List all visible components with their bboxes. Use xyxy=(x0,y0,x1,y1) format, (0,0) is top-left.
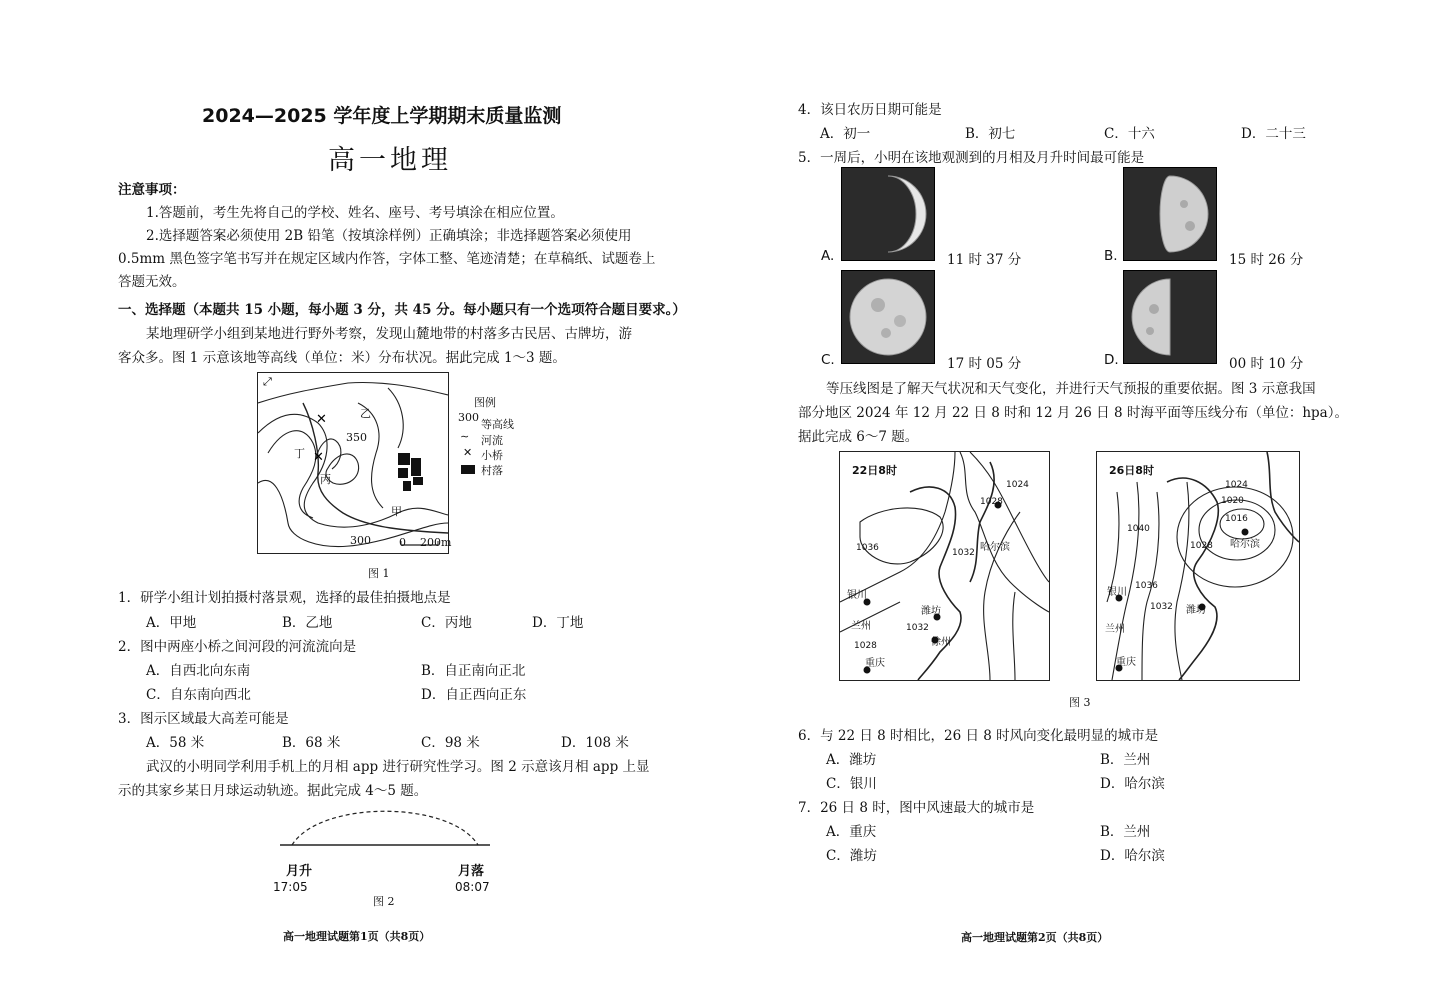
figure-3-caption: 图 3 xyxy=(1069,696,1091,709)
map2-isobar-1024: 1024 xyxy=(1225,480,1248,490)
map2-city-harbin: 哈尔滨 xyxy=(1230,539,1260,550)
page-2 xyxy=(718,0,1437,1002)
legend-title: 图例 xyxy=(474,396,496,409)
figure-1-caption: 图 1 xyxy=(368,567,390,580)
q5-option-b-time: 15 时 26 分 xyxy=(1229,252,1304,268)
q3-option-b: B．68 米 xyxy=(282,735,341,751)
moonset-time: 08:07 xyxy=(455,880,490,894)
exam-title: 2024—2025 学年度上学期期末质量监测 xyxy=(202,105,562,127)
legend-river-icon: ∼ xyxy=(460,430,470,443)
q5-option-b-letter: B. xyxy=(1104,248,1118,264)
notice-1: 1.答题前，考生先将自己的学校、姓名、座号、考号填涂在相应位置。 xyxy=(146,205,564,221)
q3-option-a: A．58 米 xyxy=(146,735,205,751)
map1-city-chongqing: 重庆 xyxy=(865,658,885,669)
q6-option-c: C．银川 xyxy=(826,776,877,792)
notice-2b: 0.5mm 黑色签字笔书写并在规定区域内作答，字体工整、笔迹清楚；在草稿纸、试题卷上 xyxy=(118,251,656,267)
label-ding: 丁 xyxy=(294,447,305,460)
map2-city-chongqing: 重庆 xyxy=(1116,657,1136,668)
map1-city-harbin: 哈尔滨 xyxy=(980,542,1010,553)
notice-heading: 注意事项： xyxy=(118,182,186,198)
question-2: 2．图中两座小桥之间河段的河流流向是 xyxy=(118,639,357,655)
svg-text:✕: ✕ xyxy=(316,412,327,427)
q5-option-a-time: 11 时 37 分 xyxy=(947,252,1022,268)
map1-city-lanzhou: 兰州 xyxy=(851,621,871,632)
intro-3c: 据此完成 6～7 题。 xyxy=(798,429,919,445)
question-4: 4．该日农历日期可能是 xyxy=(798,102,942,118)
moonrise-time: 17:05 xyxy=(273,880,308,894)
intro-1a: 某地理研学小组到某地进行野外考察，发现山麓地带的村落多古民居、古牌坊，游 xyxy=(146,326,632,342)
q1-option-a: A．甲地 xyxy=(146,615,197,631)
q3-option-c: C．98 米 xyxy=(421,735,480,751)
subject-title: 高一地理 xyxy=(328,145,452,176)
intro-1b: 客众多。图 1 示意该地等高线（单位：米）分布状况。据此完成 1～3 题。 xyxy=(118,350,566,366)
map2-isobar-1020: 1020 xyxy=(1221,496,1244,506)
question-5: 5．一周后，小明在该地观测到的月相及月升时间最可能是 xyxy=(798,150,1145,166)
q4-option-c: C．十六 xyxy=(1104,126,1155,142)
question-3: 3．图示区域最大高差可能是 xyxy=(118,711,289,727)
scale-200: 200m xyxy=(420,536,452,549)
intro-2a: 武汉的小明同学利用手机上的月相 app 进行研究性学习。图 2 示意该月相 app 上显 xyxy=(146,759,650,775)
legend-contour: 等高线 xyxy=(481,418,514,431)
scale-zero: 0 xyxy=(399,536,406,549)
q1-option-b: B．乙地 xyxy=(282,615,333,631)
map1-isobar-1028: 1028 xyxy=(980,497,1003,507)
map1-isobar-1032b: 1032 xyxy=(906,623,929,633)
q7-option-d: D．哈尔滨 xyxy=(1100,848,1165,864)
contour-lines xyxy=(258,373,448,553)
q7-option-b: B．兰州 xyxy=(1100,824,1151,840)
legend-village: 村落 xyxy=(481,464,503,477)
intro-3a: 等压线图是了解天气状况和天气变化，并进行天气预报的重要依据。图 3 示意我国 xyxy=(826,381,1316,397)
q2-option-c: C．自东南向西北 xyxy=(146,687,251,703)
legend-contour-value: 300 xyxy=(458,411,479,424)
legend-bridge: 小桥 xyxy=(481,449,503,462)
question-7: 7．26 日 8 时，图中风速最大的城市是 xyxy=(798,800,1035,816)
map1-isobar-1032: 1032 xyxy=(952,548,975,558)
page-1 xyxy=(0,0,718,1002)
map1-city-weifang: 潍坊 xyxy=(921,606,941,617)
q1-option-c: C．丙地 xyxy=(421,615,472,631)
intro-3b: 部分地区 2024 年 12 月 22 日 8 时和 12 月 26 日 8 时海平面等压线分布（单位：hpa）。 xyxy=(798,405,1348,421)
page-footer-2: 高一地理试题第2页（共8页） xyxy=(961,931,1109,944)
moon-phase-c xyxy=(841,270,935,364)
question-6: 6．与 22 日 8 时相比，26 日 8 时风向变化最明显的城市是 xyxy=(798,728,1159,744)
contour-label-350: 350 xyxy=(346,431,367,444)
legend-river: 河流 xyxy=(481,434,503,447)
isobar-map-dec26 xyxy=(1096,451,1300,681)
q1-option-d: D．丁地 xyxy=(532,615,584,631)
svg-text:✕: ✕ xyxy=(313,450,324,465)
moon-phase-d xyxy=(1123,270,1217,364)
map1-isobar-1028b: 1028 xyxy=(854,641,877,651)
q6-option-d: D．哈尔滨 xyxy=(1100,776,1165,792)
q5-option-c-letter: C. xyxy=(821,352,835,368)
section-heading: 一、选择题（本题共 15 小题，每小题 3 分，共 45 分。每小题只有一个选项符合题目要求。） xyxy=(118,302,686,318)
moon-phase-a xyxy=(841,167,935,261)
label-yi: 乙 xyxy=(360,407,371,420)
intro-2b: 示的其家乡某日月球运动轨迹。据此完成 4～5 题。 xyxy=(118,783,428,799)
q7-option-c: C．潍坊 xyxy=(826,848,877,864)
svg-text:⤢: ⤢ xyxy=(263,375,272,388)
isobar-map-dec22 xyxy=(839,451,1050,681)
page-footer-1: 高一地理试题第1页（共8页） xyxy=(283,930,431,943)
map1-title: 22日8时 xyxy=(852,464,897,477)
label-bing: 丙 xyxy=(320,473,331,486)
q2-option-b: B．自正南向正北 xyxy=(421,663,526,679)
map2-city-yinchuan: 银川 xyxy=(1107,587,1127,598)
moonrise-label: 月升 xyxy=(286,864,313,879)
map1-city-xuzhou: 徐州 xyxy=(931,637,951,648)
map2-city-lanzhou: 兰州 xyxy=(1105,624,1125,635)
legend-village-icon xyxy=(461,465,475,474)
legend-bridge-icon: ✕ xyxy=(463,446,473,459)
map2-city-weifang: 潍坊 xyxy=(1186,605,1206,616)
figure-1-map xyxy=(257,372,452,554)
moonset-label: 月落 xyxy=(458,864,485,879)
map2-isobar-1032: 1032 xyxy=(1150,602,1173,612)
q5-option-a-letter: A. xyxy=(821,248,835,264)
q4-option-d: D．二十三 xyxy=(1241,126,1306,142)
q4-option-b: B．初七 xyxy=(965,126,1016,142)
figure-2-arc xyxy=(280,805,490,850)
q3-option-d: D．108 米 xyxy=(561,735,629,751)
notice-2a: 2.选择题答案必须使用 2B 铅笔（按填涂样例）正确填涂；非选择题答案必须使用 xyxy=(146,228,632,244)
figure-2-caption: 图 2 xyxy=(373,895,395,908)
contour-label-300: 300 xyxy=(350,534,371,547)
moon-phase-b xyxy=(1123,167,1217,261)
map2-isobar-1016: 1016 xyxy=(1225,514,1248,524)
q5-option-c-time: 17 时 05 分 xyxy=(947,356,1022,372)
q4-option-a: A．初一 xyxy=(820,126,871,142)
map1-isobar-1024: 1024 xyxy=(1006,480,1029,490)
q2-option-a: A．自西北向东南 xyxy=(146,663,251,679)
question-1: 1．研学小组计划拍摄村落景观，选择的最佳拍摄地点是 xyxy=(118,590,451,606)
map2-isobar-1040: 1040 xyxy=(1127,524,1150,534)
q6-option-b: B．兰州 xyxy=(1100,752,1151,768)
q6-option-a: A．潍坊 xyxy=(826,752,877,768)
map1-city-yinchuan: 银川 xyxy=(847,590,867,601)
notice-2c: 答题无效。 xyxy=(118,274,186,290)
q2-option-d: D．自正西向正东 xyxy=(421,687,527,703)
map1-isobar-1036: 1036 xyxy=(856,543,879,553)
q5-option-d-time: 00 时 10 分 xyxy=(1229,356,1304,372)
map2-isobar-1028: 1028 xyxy=(1190,541,1213,551)
label-jia: 甲 xyxy=(391,505,402,518)
map2-isobar-1036: 1036 xyxy=(1135,581,1158,591)
q5-option-d-letter: D. xyxy=(1104,352,1119,368)
map2-title: 26日8时 xyxy=(1109,464,1154,477)
q7-option-a: A．重庆 xyxy=(826,824,877,840)
